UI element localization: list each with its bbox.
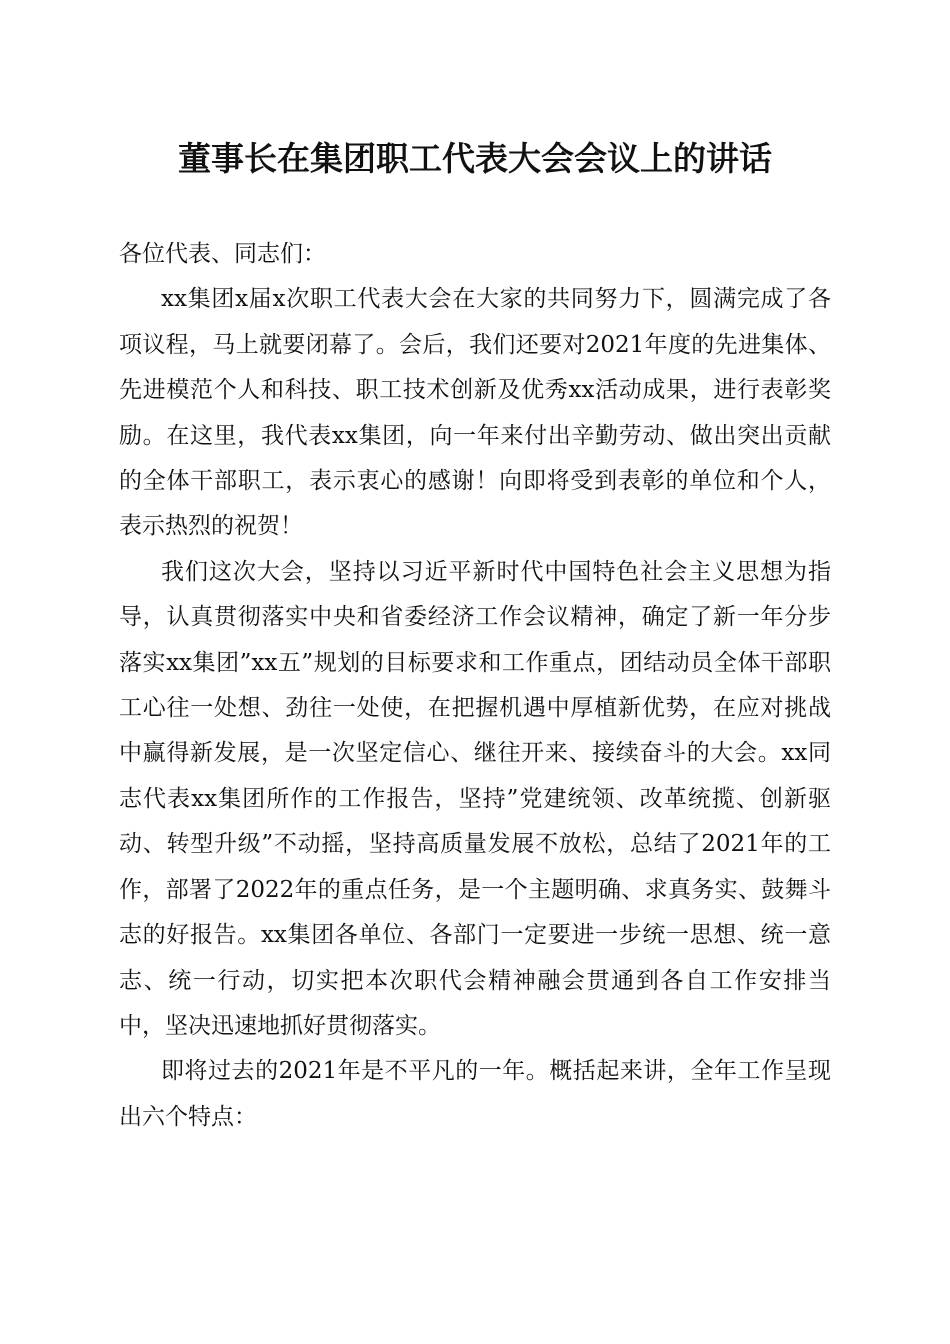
document-title: 董事长在集团职工代表大会会议上的讲话 xyxy=(178,139,772,178)
salutation: 各位代表、同志们： xyxy=(119,241,326,267)
paragraph-3: 即将过去的2021年是不平凡的一年。概括起来讲，全年工作呈现出六个特点： xyxy=(119,1058,831,1130)
document-body xyxy=(119,232,831,1140)
paragraph-1: xx集团x届x次职工代表大会在大家的共同努力下，圆满完成了各项议程，马上就要闭幕了。会后，我们还要对2021年度的先进集体、先进模范个人和科技、职工技术创新及优秀xx活动成果，进行表彰奖励。在这里，我代表xx集团，向一年来付出辛勤劳动、做出突出贡献的全体干部职工，表示衷心的感谢！向即将受到表彰的单位和个人，表示热烈的祝贺！ xyxy=(119,286,831,540)
paragraph-2: 我们这次大会，坚持以习近平新时代中国特色社会主义思想为指导，认真贯彻落实中央和省委经济工作会议精神，确定了新一年分步落实xx集团”xx五”规划的目标要求和工作重点，团结动员全体干部职工心往一处想、劲往一处使，在把握机遇中厚植新优势，在应对挑战中赢得新发展，是一次坚定信心、继往开来、接续奋斗的大会。xx同志代表xx集团所作的工作报告，坚持”党建统领、改革统揽、创新驱动、转型升级”不动摇，坚持高质量发展不放松，总结了2021年的工作，部署了2022年的重点任务，是一个主题明确、求真务实、鼓舞斗志的好报告。xx集团各单位、各部门一定要进一步统一思想、统一意志、统一行动，切实把本次职代会精神融会贯通到各自工作安排当中，坚决迅速地抓好贯彻落实。 xyxy=(119,558,831,1039)
